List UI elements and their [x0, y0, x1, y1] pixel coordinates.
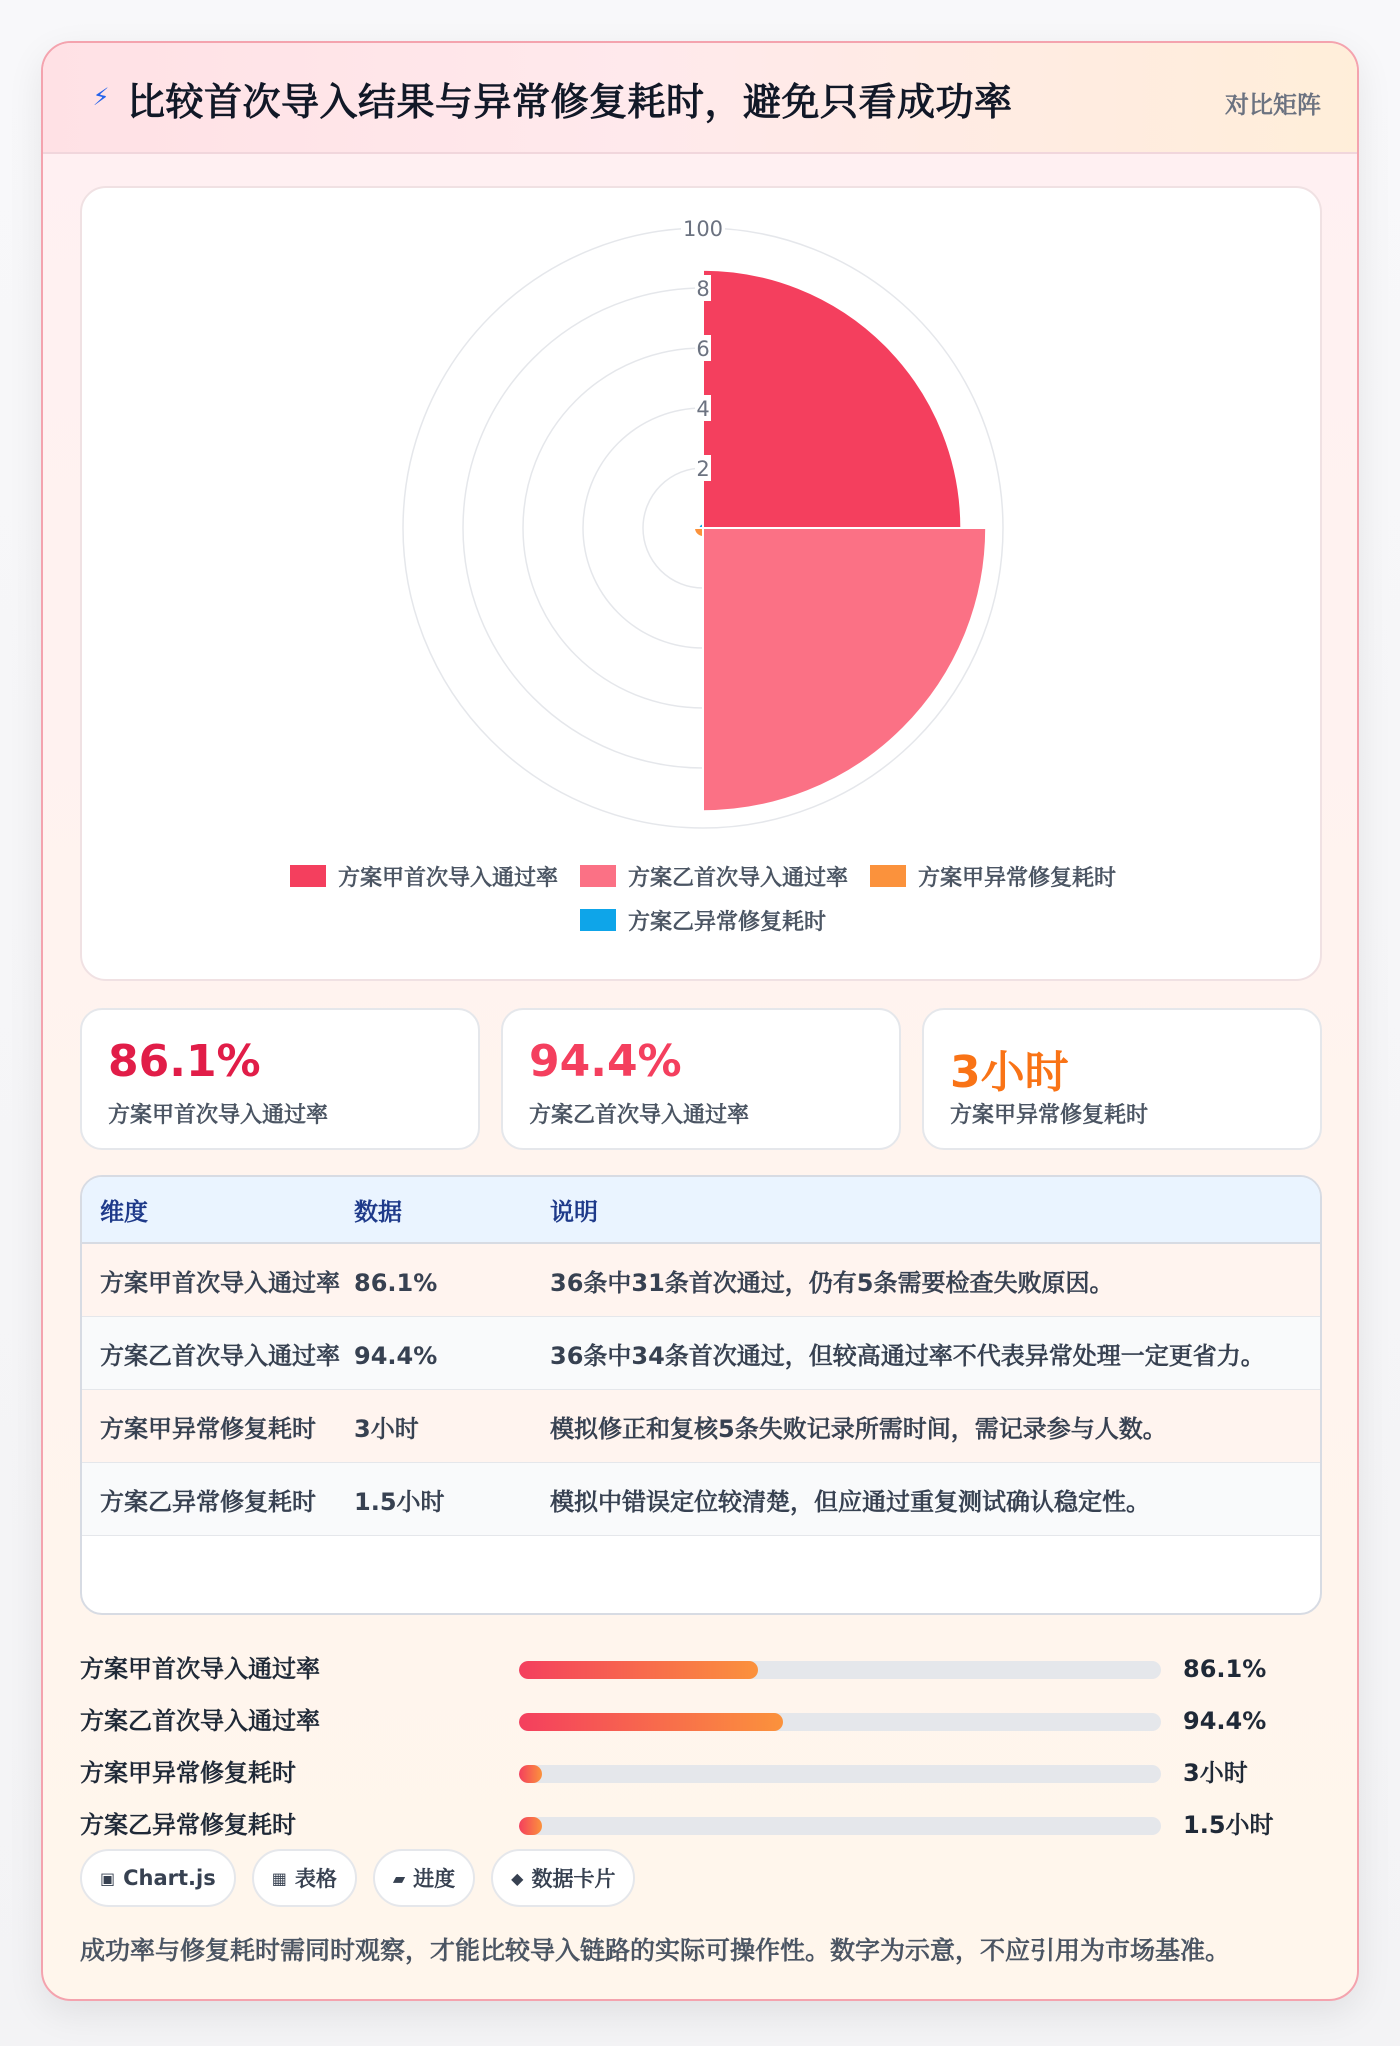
polar-segment[interactable]	[703, 270, 961, 528]
comparison-card	[41, 41, 1359, 2001]
cell-dimension: 方案乙异常修复耗时	[82, 1463, 354, 1536]
column-header-note: 说明	[550, 1177, 1320, 1243]
legend-swatch	[290, 865, 326, 887]
legend-row	[82, 854, 1324, 898]
legend-swatch	[580, 909, 616, 931]
legend-label: 方案乙首次导入通过率	[627, 865, 848, 891]
polar-segment[interactable]	[694, 528, 703, 537]
legend-item[interactable]	[580, 854, 848, 898]
kpi-card	[80, 1008, 480, 1150]
legend-label: 方案乙异常修复耗时	[627, 909, 826, 935]
table-header-row	[82, 1177, 1320, 1243]
progress-row	[80, 1651, 1322, 1703]
cell-note: 36条中31条首次通过，仍有5条需要检查失败原因。	[550, 1243, 1320, 1317]
polar-area-chart	[82, 188, 1324, 848]
cell-data: 3小时	[354, 1390, 550, 1463]
data-table	[80, 1175, 1322, 1615]
tick-label: 6	[696, 337, 710, 361]
progress-row	[80, 1755, 1322, 1807]
progress-fill	[519, 1713, 783, 1731]
legend-label: 方案甲异常修复耗时	[918, 865, 1117, 891]
progress-track	[519, 1661, 1161, 1679]
progress-track	[519, 1713, 1161, 1731]
progress-list	[80, 1651, 1322, 1859]
cell-data: 94.4%	[354, 1317, 550, 1390]
cell-dimension: 方案甲异常修复耗时	[82, 1390, 354, 1463]
cell-dimension: 方案乙首次导入通过率	[82, 1317, 354, 1390]
tick-label: 4	[696, 397, 710, 421]
legend-row	[82, 898, 1324, 942]
progress-value: 3小时	[1183, 1759, 1248, 1787]
kpi-label: 方案乙首次导入通过率	[529, 1103, 750, 1128]
progress-value: 1.5小时	[1183, 1811, 1274, 1839]
progress-label: 方案甲首次导入通过率	[80, 1655, 320, 1683]
cell-dimension: 方案甲首次导入通过率	[82, 1243, 354, 1317]
footer-note: 成功率与修复耗时需同时观察，才能比较导入链路的实际可操作性。数字为示意，不应引用为市场基准。	[80, 1936, 1231, 1965]
kpi-value: 94.4%	[529, 1036, 682, 1087]
kpi-label: 方案甲首次导入通过率	[108, 1103, 329, 1128]
progress-icon: ▰	[392, 1868, 406, 1888]
tick-label: 100	[682, 217, 724, 241]
diamond-icon: ◆	[511, 1868, 524, 1888]
progress-track	[519, 1765, 1161, 1783]
kpi-card	[501, 1008, 901, 1150]
card-header	[43, 43, 1359, 154]
kpi-value: 3小时	[950, 1047, 1069, 1098]
kpi-card	[922, 1008, 1322, 1150]
column-header-dimension: 维度	[82, 1177, 354, 1243]
polar-segment[interactable]	[699, 524, 704, 529]
progress-track	[519, 1817, 1161, 1835]
legend-swatch	[580, 865, 616, 887]
cell-note: 模拟修正和复核5条失败记录所需时间，需记录参与人数。	[550, 1390, 1320, 1463]
legend-item[interactable]	[580, 898, 826, 942]
tick-label: 8	[696, 277, 710, 301]
chart-legend	[82, 854, 1324, 942]
chip-label: 数据卡片	[531, 1867, 616, 1891]
legend-item[interactable]	[290, 854, 558, 898]
table-row	[82, 1317, 1320, 1390]
table-icon: ▦	[271, 1868, 287, 1888]
progress-row	[80, 1703, 1322, 1755]
kpi-row	[80, 1008, 1322, 1150]
legend-swatch	[870, 865, 906, 887]
tag-chip[interactable]	[491, 1849, 635, 1907]
progress-label: 方案甲异常修复耗时	[80, 1759, 296, 1787]
tag-chips	[80, 1849, 635, 1907]
cell-data: 1.5小时	[354, 1463, 550, 1536]
cell-note: 模拟中错误定位较清楚，但应通过重复测试确认稳定性。	[550, 1463, 1320, 1536]
polar-segment[interactable]	[703, 528, 986, 811]
table-row	[82, 1463, 1320, 1536]
kpi-label: 方案甲异常修复耗时	[950, 1103, 1149, 1128]
tag-chip[interactable]	[252, 1849, 357, 1907]
chip-label: Chart.js	[123, 1866, 216, 1890]
table-row	[82, 1243, 1320, 1317]
progress-value: 86.1%	[1183, 1655, 1267, 1683]
header-tag: 对比矩阵	[1225, 91, 1321, 119]
column-header-data: 数据	[354, 1177, 550, 1243]
tag-chip[interactable]	[373, 1849, 475, 1907]
tick-label: 2	[696, 457, 710, 481]
chart-icon: ▣	[100, 1868, 116, 1888]
cell-data: 86.1%	[354, 1243, 550, 1317]
progress-fill	[519, 1765, 542, 1783]
legend-item[interactable]	[870, 854, 1116, 898]
progress-value: 94.4%	[1183, 1707, 1267, 1735]
lightning-icon: ⚡	[92, 83, 110, 111]
progress-fill	[519, 1817, 542, 1835]
legend-label: 方案甲首次导入通过率	[337, 865, 558, 891]
kpi-value: 86.1%	[108, 1036, 261, 1087]
page-title: 比较首次导入结果与异常修复耗时，避免只看成功率	[127, 80, 1013, 124]
progress-fill	[519, 1661, 758, 1679]
tag-chip[interactable]	[80, 1849, 236, 1907]
progress-label: 方案乙异常修复耗时	[80, 1811, 296, 1839]
chip-label: 表格	[294, 1867, 337, 1891]
cell-note: 36条中34条首次通过，但较高通过率不代表异常处理一定更省力。	[550, 1317, 1320, 1390]
table-row	[82, 1390, 1320, 1463]
chart-panel	[80, 186, 1322, 981]
progress-label: 方案乙首次导入通过率	[80, 1707, 320, 1735]
chip-label: 进度	[413, 1867, 456, 1891]
